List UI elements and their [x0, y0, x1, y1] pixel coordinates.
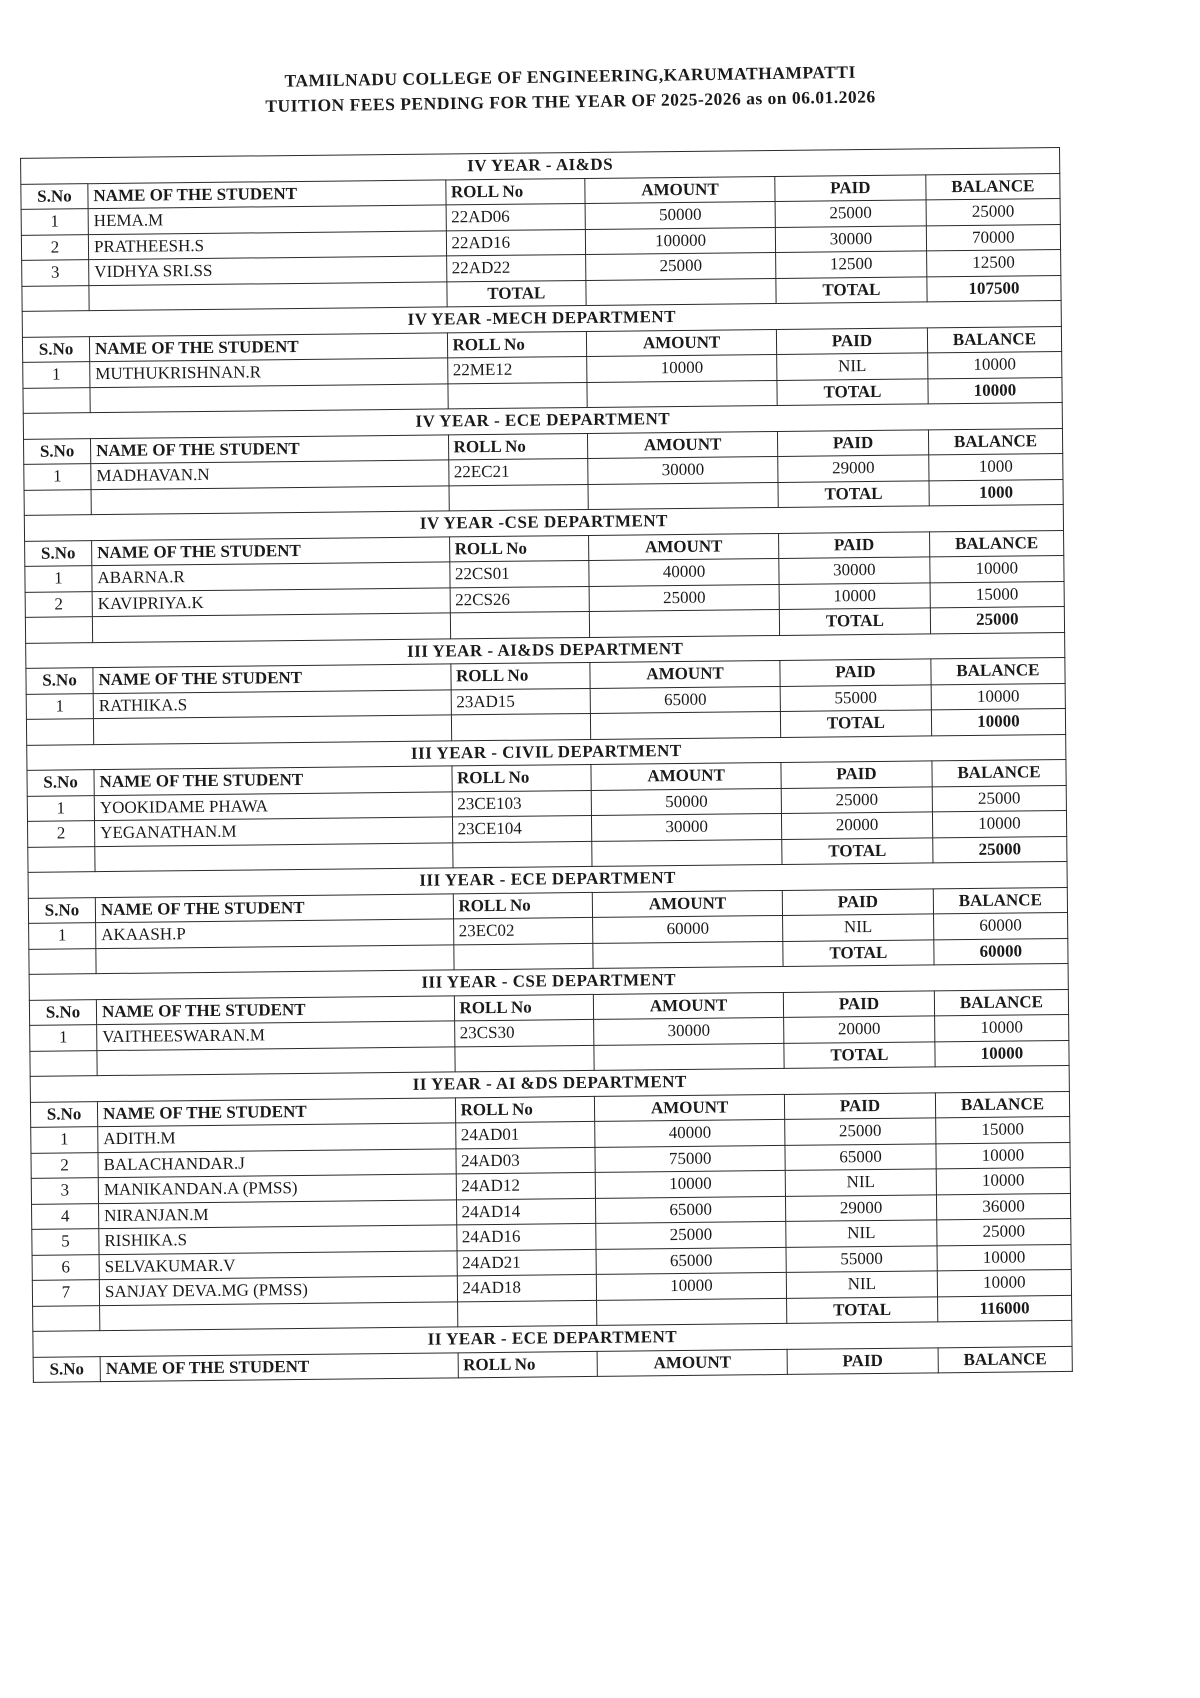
- header-sno: S.No: [29, 999, 96, 1025]
- cell-paid: 12500: [776, 251, 927, 278]
- empty-cell: [22, 285, 89, 311]
- fees-sheet: [20, 147, 1073, 1383]
- cell-name: YEGANATHAN.M: [95, 817, 453, 846]
- cell-name: ABARNA.R: [92, 562, 450, 591]
- empty-cell: [588, 482, 778, 509]
- header-balance: BALANCE: [933, 887, 1067, 914]
- cell-roll: 22EC21: [448, 458, 588, 485]
- header-name: NAME OF THE STUDENT: [94, 766, 452, 795]
- empty-cell: [25, 617, 92, 643]
- empty-cell: [447, 382, 587, 409]
- header-amount: AMOUNT: [593, 992, 783, 1019]
- cell-balance: 10000: [934, 1014, 1068, 1041]
- empty-cell: [452, 841, 592, 868]
- header-amount: AMOUNT: [595, 1094, 785, 1121]
- total-label: TOTAL: [779, 608, 930, 635]
- header-paid: PAID: [782, 888, 933, 915]
- total-label: TOTAL: [780, 710, 931, 737]
- empty-cell: [90, 383, 448, 412]
- empty-cell: [451, 713, 591, 740]
- header-sno: S.No: [23, 438, 90, 464]
- cell-roll: 22CS01: [449, 560, 589, 587]
- cell-sno: 7: [32, 1280, 99, 1306]
- header-balance: BALANCE: [926, 173, 1060, 200]
- cell-balance: 10000: [937, 1244, 1071, 1271]
- cell-roll: 23CS30: [454, 1019, 594, 1046]
- total-label-roll: TOTAL: [446, 280, 586, 307]
- cell-sno: 1: [21, 209, 88, 235]
- empty-cell: [454, 1045, 594, 1072]
- cell-amount: 40000: [595, 1119, 785, 1146]
- total-label: TOTAL: [783, 939, 934, 966]
- cell-balance: 10000: [936, 1142, 1070, 1169]
- header-amount: AMOUNT: [597, 1349, 787, 1376]
- cell-sno: 6: [32, 1254, 99, 1280]
- empty-cell: [97, 1046, 455, 1075]
- header-amount: AMOUNT: [590, 660, 780, 687]
- cell-name: ADITH.M: [98, 1123, 456, 1152]
- cell-balance: 10000: [931, 683, 1065, 710]
- empty-cell: [587, 380, 777, 407]
- header-name: NAME OF THE STUDENT: [100, 1352, 458, 1381]
- empty-cell: [591, 711, 781, 738]
- cell-sno: 1: [23, 362, 90, 388]
- cell-name: KAVIPRIYA.K: [92, 587, 450, 616]
- cell-amount: 30000: [592, 813, 782, 840]
- section-title: IV YEAR -MECH DEPARTMENT: [22, 300, 1061, 336]
- empty-cell: [28, 846, 95, 872]
- empty-cell: [457, 1300, 597, 1327]
- cell-sno: 1: [25, 566, 92, 592]
- cell-name: MUTHUKRISHNAN.R: [90, 358, 448, 387]
- cell-amount: 10000: [596, 1272, 786, 1299]
- empty-cell: [449, 484, 589, 511]
- cell-roll: 23CE103: [452, 790, 592, 817]
- total-value: 10000: [931, 708, 1065, 735]
- section-title: IV YEAR -CSE DEPARTMENT: [24, 504, 1063, 540]
- total-value: 25000: [930, 606, 1064, 633]
- cell-amount: 25000: [596, 1221, 786, 1248]
- cell-balance: 10000: [930, 555, 1064, 582]
- empty-cell: [592, 839, 782, 866]
- cell-amount: 100000: [585, 227, 775, 254]
- total-value: 25000: [933, 836, 1067, 863]
- cell-paid: 29000: [778, 455, 929, 482]
- empty-cell: [96, 944, 454, 973]
- cell-name: VIDHYA SRI.SS: [89, 256, 447, 285]
- cell-balance: 25000: [937, 1218, 1071, 1245]
- empty-cell: [589, 609, 779, 636]
- cell-amount: 65000: [590, 686, 780, 713]
- header-roll: ROLL No: [445, 178, 585, 205]
- cell-roll: 22CS26: [450, 586, 590, 613]
- header-amount: AMOUNT: [591, 762, 781, 789]
- cell-name: VAITHEESWARAN.M: [97, 1021, 455, 1050]
- cell-balance: 36000: [936, 1193, 1070, 1220]
- cell-paid: NIL: [785, 1169, 936, 1196]
- header-amount: AMOUNT: [588, 431, 778, 458]
- empty-cell: [26, 719, 93, 745]
- cell-paid: 25000: [775, 200, 926, 227]
- cell-balance: 12500: [926, 249, 1060, 276]
- section-title: III YEAR - CIVIL DEPARTMENT: [27, 734, 1066, 770]
- cell-roll: 22AD06: [446, 203, 586, 230]
- empty-cell: [33, 1305, 100, 1331]
- cell-amount: 10000: [587, 354, 777, 381]
- cell-balance: 10000: [936, 1167, 1070, 1194]
- section-title: III YEAR - AI&DS DEPARTMENT: [26, 632, 1065, 668]
- cell-name: AKAASH.P: [96, 919, 454, 948]
- cell-amount: 65000: [596, 1247, 786, 1274]
- cell-name: NIRANJAN.M: [99, 1199, 457, 1228]
- cell-amount: 40000: [589, 558, 779, 585]
- header-amount: AMOUNT: [592, 890, 782, 917]
- cell-paid: NIL: [777, 353, 928, 380]
- section-title: III YEAR - ECE DEPARTMENT: [28, 861, 1067, 897]
- cell-amount: 50000: [591, 788, 781, 815]
- header-amount: AMOUNT: [587, 329, 777, 356]
- cell-sno: 1: [29, 923, 96, 949]
- cell-amount: 25000: [589, 584, 779, 611]
- header-roll: ROLL No: [447, 331, 587, 358]
- cell-paid: NIL: [783, 914, 934, 941]
- total-value: 107500: [927, 275, 1061, 302]
- empty-cell: [23, 387, 90, 413]
- cell-sno: 2: [25, 591, 92, 617]
- cell-name: MADHAVAN.N: [91, 460, 449, 489]
- header-amount: AMOUNT: [585, 176, 775, 203]
- empty-cell: [100, 1301, 458, 1330]
- total-label: TOTAL: [787, 1296, 938, 1323]
- cell-balance: 70000: [926, 224, 1060, 251]
- empty-cell: [95, 842, 453, 871]
- cell-name: PRATHEESH.S: [88, 230, 446, 259]
- header-paid: PAID: [783, 990, 934, 1017]
- empty-cell: [30, 1050, 97, 1076]
- cell-name: SANJAY DEVA.MG (PMSS): [99, 1276, 457, 1305]
- cell-balance: 25000: [926, 199, 1060, 226]
- header-roll: ROLL No: [449, 535, 589, 562]
- header-paid: PAID: [787, 1347, 938, 1374]
- cell-sno: 2: [28, 821, 95, 847]
- cell-paid: 55000: [786, 1245, 937, 1272]
- header-name: NAME OF THE STUDENT: [91, 434, 449, 463]
- header-sno: S.No: [33, 1356, 100, 1382]
- cell-sno: 5: [32, 1229, 99, 1255]
- header-roll: ROLL No: [455, 1096, 595, 1123]
- empty-cell: [597, 1298, 787, 1325]
- cell-roll: 24AD14: [456, 1198, 596, 1225]
- cell-roll: 23EC02: [453, 917, 593, 944]
- header-balance: BALANCE: [929, 530, 1063, 557]
- section-title: II YEAR - AI &DS DEPARTMENT: [30, 1065, 1069, 1101]
- total-label: TOTAL: [778, 480, 929, 507]
- total-label: TOTAL: [777, 378, 928, 405]
- cell-amount: 25000: [586, 252, 776, 279]
- header-sno: S.No: [30, 1101, 97, 1127]
- header-name: NAME OF THE STUDENT: [97, 1097, 455, 1126]
- cell-name: BALACHANDAR.J: [98, 1148, 456, 1177]
- cell-paid: 20000: [782, 812, 933, 839]
- empty-cell: [89, 281, 447, 310]
- cell-balance: 10000: [928, 351, 1062, 378]
- cell-paid: 30000: [779, 557, 930, 584]
- header-name: NAME OF THE STUDENT: [92, 536, 450, 565]
- header-paid: PAID: [775, 174, 926, 201]
- header-sno: S.No: [27, 770, 94, 796]
- cell-paid: 25000: [785, 1118, 936, 1145]
- cell-name: MANIKANDAN.A (PMSS): [98, 1174, 456, 1203]
- header-roll: ROLL No: [458, 1351, 598, 1378]
- cell-amount: 50000: [585, 201, 775, 228]
- cell-name: RISHIKA.S: [99, 1225, 457, 1254]
- total-label: TOTAL: [776, 276, 927, 303]
- cell-sno: 4: [32, 1203, 99, 1229]
- header-sno: S.No: [25, 540, 92, 566]
- cell-amount: 30000: [588, 456, 778, 483]
- cell-paid: NIL: [786, 1220, 937, 1247]
- cell-paid: 30000: [775, 225, 926, 252]
- header-paid: PAID: [776, 327, 927, 354]
- header-paid: PAID: [781, 761, 932, 788]
- cell-name: YOOKIDAME PHAWA: [94, 791, 452, 820]
- header-balance: BALANCE: [935, 1091, 1069, 1118]
- cell-balance: 10000: [937, 1269, 1071, 1296]
- cell-roll: 23CE104: [452, 815, 592, 842]
- header-paid: PAID: [784, 1092, 935, 1119]
- cell-roll: 24AD16: [456, 1223, 596, 1250]
- header-sno: S.No: [21, 183, 88, 209]
- cell-paid: 10000: [779, 582, 930, 609]
- cell-name: RATHIKA.S: [93, 689, 451, 718]
- header-name: NAME OF THE STUDENT: [93, 664, 451, 693]
- section-title: IV YEAR - AI&DS: [21, 148, 1060, 184]
- cell-sno: 1: [31, 1127, 98, 1153]
- cell-amount: 30000: [594, 1017, 784, 1044]
- section-title: II YEAR - ECE DEPARTMENT: [33, 1320, 1072, 1356]
- cell-amount: 60000: [593, 915, 783, 942]
- cell-balance: 15000: [936, 1116, 1070, 1143]
- cell-sno: 1: [27, 795, 94, 821]
- empty-cell: [594, 1043, 784, 1070]
- total-label: TOTAL: [782, 837, 933, 864]
- empty-cell: [24, 489, 91, 515]
- empty-cell: [593, 941, 783, 968]
- cell-roll: 22ME12: [447, 356, 587, 383]
- header-roll: ROLL No: [453, 892, 593, 919]
- total-value: 116000: [937, 1295, 1071, 1322]
- empty-cell: [450, 611, 590, 638]
- cell-paid: 65000: [785, 1143, 936, 1170]
- cell-sno: 2: [21, 234, 88, 260]
- cell-sno: 2: [31, 1152, 98, 1178]
- empty-cell: [453, 943, 593, 970]
- cell-balance: 15000: [930, 581, 1064, 608]
- header-balance: BALANCE: [927, 326, 1061, 353]
- header-paid: PAID: [779, 531, 930, 558]
- header-sno: S.No: [28, 897, 95, 923]
- cell-paid: 55000: [780, 684, 931, 711]
- section-title: IV YEAR - ECE DEPARTMENT: [23, 402, 1062, 438]
- cell-amount: 75000: [595, 1145, 785, 1172]
- cell-roll: 24AD21: [457, 1249, 597, 1276]
- cell-paid: 20000: [784, 1016, 935, 1043]
- cell-balance: 1000: [929, 453, 1063, 480]
- report-title: TUITION FEES PENDING FOR THE YEAR OF 2025-2026 as on 06.01.2026: [265, 86, 876, 116]
- header-roll: ROLL No: [454, 994, 594, 1021]
- header-balance: BALANCE: [934, 989, 1068, 1016]
- cell-sno: 3: [31, 1178, 98, 1204]
- cell-sno: 1: [24, 464, 91, 490]
- cell-amount: 65000: [596, 1196, 786, 1223]
- total-label: TOTAL: [784, 1041, 935, 1068]
- cell-name: HEMA.M: [88, 205, 446, 234]
- cell-paid: 29000: [786, 1194, 937, 1221]
- header-paid: PAID: [778, 429, 929, 456]
- empty-cell: [92, 613, 450, 642]
- cell-balance: 25000: [932, 785, 1066, 812]
- header-balance: BALANCE: [932, 759, 1066, 786]
- empty-cell: [586, 278, 776, 305]
- section-title: III YEAR - CSE DEPARTMENT: [29, 963, 1068, 999]
- cell-roll: 22AD16: [446, 229, 586, 256]
- empty-cell: [29, 948, 96, 974]
- header-name: NAME OF THE STUDENT: [95, 893, 453, 922]
- cell-roll: 24AD18: [457, 1274, 597, 1301]
- cell-roll: 24AD01: [455, 1121, 595, 1148]
- total-value: 10000: [935, 1040, 1069, 1067]
- header-balance: BALANCE: [928, 428, 1062, 455]
- empty-cell: [91, 485, 449, 514]
- header-name: NAME OF THE STUDENT: [88, 179, 446, 208]
- header-name: NAME OF THE STUDENT: [96, 995, 454, 1024]
- total-value: 10000: [928, 377, 1062, 404]
- document-header: [200, 58, 941, 120]
- cell-amount: 10000: [595, 1170, 785, 1197]
- header-roll: ROLL No: [448, 433, 588, 460]
- header-balance: BALANCE: [931, 657, 1065, 684]
- cell-sno: 1: [30, 1025, 97, 1051]
- header-amount: AMOUNT: [589, 533, 779, 560]
- college-name: TAMILNADU COLLEGE OF ENGINEERING,KARUMATHAMPATTI: [284, 61, 856, 91]
- header-roll: ROLL No: [450, 662, 590, 689]
- header-sno: S.No: [22, 336, 89, 362]
- total-value: 1000: [929, 479, 1063, 506]
- fees-table: [20, 147, 1073, 1383]
- empty-cell: [93, 715, 451, 744]
- total-value: 60000: [934, 938, 1068, 965]
- cell-balance: 60000: [933, 912, 1067, 939]
- cell-sno: 3: [22, 260, 89, 286]
- cell-roll: 23AD15: [451, 688, 591, 715]
- cell-roll: 24AD03: [455, 1147, 595, 1174]
- cell-paid: NIL: [786, 1271, 937, 1298]
- header-roll: ROLL No: [451, 764, 591, 791]
- cell-name: SELVAKUMAR.V: [99, 1250, 457, 1279]
- header-balance: BALANCE: [938, 1346, 1072, 1373]
- cell-roll: 24AD12: [456, 1172, 596, 1199]
- header-sno: S.No: [26, 668, 93, 694]
- cell-roll: 22AD22: [446, 254, 586, 281]
- cell-balance: 10000: [932, 810, 1066, 837]
- cell-sno: 1: [26, 693, 93, 719]
- header-name: NAME OF THE STUDENT: [89, 332, 447, 361]
- header-paid: PAID: [780, 659, 931, 686]
- cell-paid: 25000: [781, 786, 932, 813]
